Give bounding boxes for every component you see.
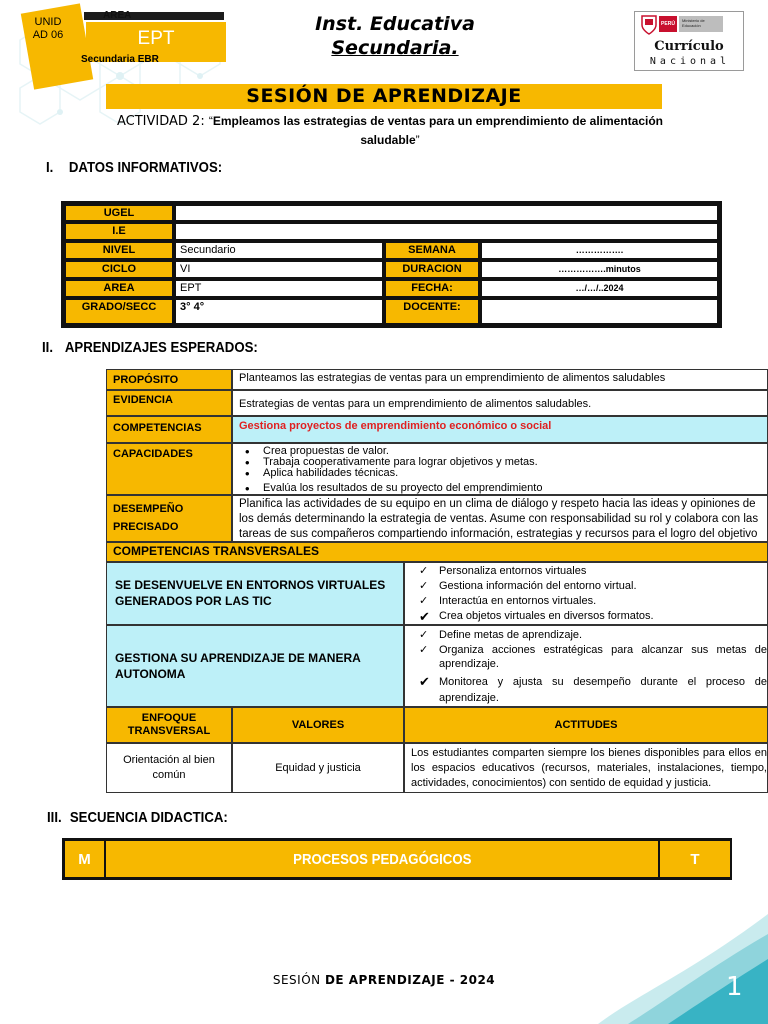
page-number: 1 [726,972,743,1002]
area-row-label: AREA [65,280,173,297]
capacidades-label: CAPACIDADES [106,443,232,495]
docente-value [481,299,718,324]
institution-line2: Secundaria. [331,37,459,59]
proposito-label: PROPÓSITO [106,369,232,390]
capacidades-list [233,446,767,494]
capacidad-item: • Crea propuestas de valor. [243,446,767,457]
activity-text: Empleamos las estrategias de ventas para un emprendimiento de alimentación saludable [212,114,663,147]
procesos-header [106,841,658,877]
level-label: Secundaria EBR [81,54,159,65]
section2-title: APRENDIZAJES ESPERADOS: [64,339,258,356]
autonoma-cell [404,625,768,707]
grado-value: 3° 4° [175,299,383,324]
logo-nacional-text: Nacional [649,56,731,67]
ministry-badge: Ministerio de Educación [679,16,723,32]
capacidad-item: • Aplica habilidades técnicas. [243,468,767,479]
duracion-label: DURACION [385,261,479,278]
desempeno-label [106,495,232,542]
area-row-value: EPT [175,280,383,297]
activity-open-quote: “ [208,114,213,128]
datos-informativos-table [61,201,722,328]
section1-heading [46,159,222,176]
section1-number: I. [46,159,54,176]
tic-item: ✓ Interactúa en entornos virtuales. [417,594,767,609]
semana-label: SEMANA [385,242,479,259]
area-value: EPT [137,28,175,49]
shield-icon [641,15,657,35]
transversales-title: COMPETENCIAS TRANSVERSALES [106,542,768,562]
semana-value: ……………. [481,242,718,259]
ugel-label: UGEL [65,205,173,221]
tic-item: ✔ Crea objetos virtuales en diversos formatos. [417,609,767,624]
desempeno-value: Planifica las actividades de su equipo en un clima de diálogo y respeto hacia las ideas y opiniones de los demás determinando la estrategia de ventas. Asume con responsabilidad su rol y colabora con las tareas de sus compañeros compartiendo información, estrategias y recursos para el logro del objetivo [232,495,768,542]
section1-title: DATOS INFORMATIVOS: [68,159,223,176]
desempeno-label-line2: PRECISADO [113,521,179,533]
secuencia-table-header [62,838,732,880]
autonoma-title: GESTIONA SU APRENDIZAJE DE MANERA AUTONOMA [106,625,404,707]
momento-header: M [65,841,104,877]
capacidad-item: • Evalúa los resultados de su proyecto del emprendimiento [243,483,767,494]
ie-label: I.E [65,223,173,240]
nivel-label: NIVEL [65,242,173,259]
institution-line1: Inst. Educativa [315,13,475,35]
ciclo-value: VI [175,261,383,278]
proposito-value: Planteamos las estrategias de ventas para un emprendimiento de alimentos saludables [232,369,768,390]
procesos-header-text: PROCESOS PEDAGÓGICOS [292,850,472,868]
ugel-value [175,205,718,221]
actitudes-header: ACTITUDES [404,707,768,743]
valores-value: Equidad y justicia [232,743,404,793]
capacidad-item: • Trabaja cooperativamente para lograr objetivos y metas. [243,457,767,468]
session-title: SESIÓN DE APRENDIZAJE [106,84,662,109]
tic-item: ✓ Gestiona información del entorno virtual. [417,579,767,594]
curriculo-nacional-logo [634,11,744,71]
ciclo-label: CICLO [65,261,173,278]
tic-title: SE DESENVUELVE EN ENTORNOS VIRTUALES GENERADOS POR LAS TIC [106,562,404,625]
institution-title [280,12,510,60]
actitudes-value: Los estudiantes comparten siempre los bienes disponibles para ellos en los espacios educativos (recursos, materiales, instalaciones, tiempo, actividades, conocimientos) con sentido de equidad y justicia. [404,743,768,793]
fecha-label: FECHA: [385,280,479,297]
logo-curriculo-text: Currículo [654,39,724,54]
competencias-cell [232,416,768,443]
section3-title: SECUENCIA DIDACTICA: [69,809,228,826]
competencias-label: COMPETENCIAS [106,416,232,443]
docente-label: DOCENTE: [385,299,479,324]
autonoma-list [405,628,767,706]
nivel-value: Secundario [175,242,383,259]
peru-badge: PERÚ [659,16,677,32]
area-label: AREA [103,10,132,21]
enfoque-header: ENFOQUE TRANSVERSAL [106,707,232,743]
tic-list [405,564,767,624]
activity-close-quote: ” [415,133,420,147]
fecha-value: …/…/..2024 [481,280,718,297]
footer-bold: DE APRENDIZAJE - 2024 [324,973,496,987]
capacidades-cell [232,443,768,495]
tiempo-header: T [660,841,730,877]
competencias-value: Gestiona proyectos de emprendimiento económico o social [239,420,552,432]
evidencia-value: Estrategias de ventas para un emprendimiento de alimentos saludables. [232,390,768,416]
autonoma-item: ✔ Monitorea y ajusta su desempeño durante el proceso de aprendizaje. [417,674,767,706]
section2-heading [42,339,258,356]
valores-header: VALORES [232,707,404,743]
section3-heading [47,809,228,826]
tic-cell [404,562,768,625]
corner-wave-decoration [598,914,768,1024]
autonoma-item: ✓ Organiza acciones estratégicas para alcanzar sus metas de aprendizaje. [417,643,767,671]
desempeno-label-line1: DESEMPEÑO [113,503,184,515]
ie-value [175,223,718,240]
unit-label: UNID AD 06 [32,16,64,41]
tic-item: ✓ Personaliza entornos virtuales [417,564,767,579]
activity-line [110,112,670,149]
grado-label: GRADO/SECC [65,299,173,324]
activity-label: ACTIVIDAD 2: [116,114,209,129]
footer-prefix: SESIÓN [272,973,325,987]
page-footer [0,973,768,987]
duracion-value: …………….minutos [481,261,718,278]
autonoma-item: ✓ Define metas de aprendizaje. [417,628,767,642]
section3-number: III. [47,809,62,826]
enfoque-value: Orientación al bien común [106,743,232,793]
section2-number: II. [42,339,54,356]
evidencia-label: EVIDENCIA [106,390,232,416]
